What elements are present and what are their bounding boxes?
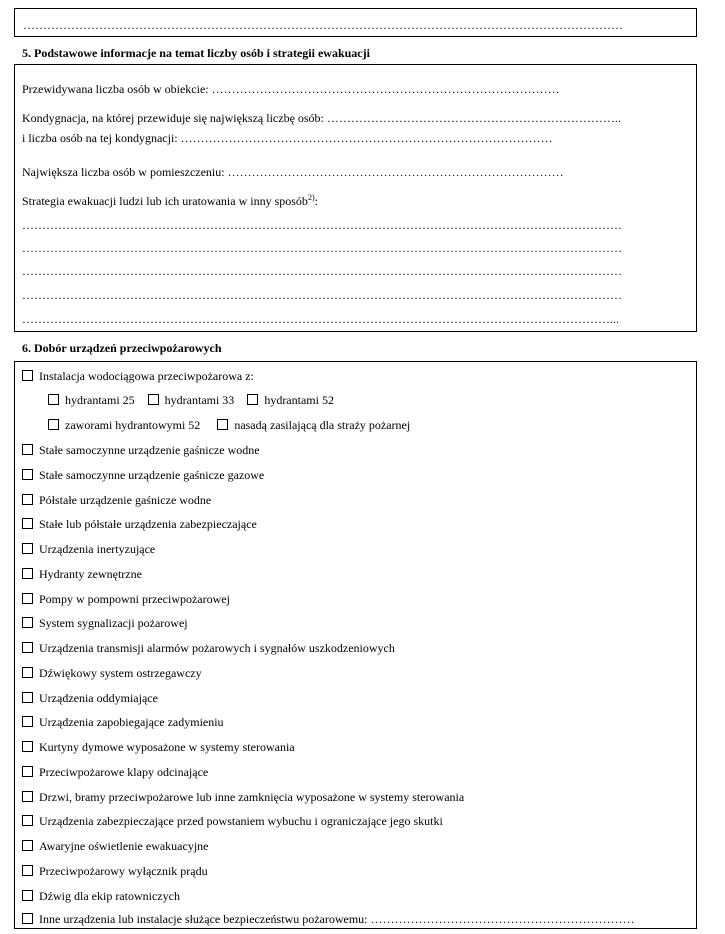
item-label: Stałe lub półstałe urządzenia zabezpieczające [39, 517, 257, 531]
checkbox[interactable] [22, 494, 33, 505]
item-label: Przeciwpożarowy wyłącznik prądu [39, 864, 208, 878]
hydrant-52-label: hydrantami 52 [264, 393, 334, 407]
item-label: Awaryjne oświetlenie ewakuacyjne [39, 839, 209, 853]
strategy-line-4[interactable]: …………………………………………………………………………………………………………………………………… [22, 288, 622, 302]
checkbox[interactable] [22, 791, 33, 802]
checkbox[interactable] [22, 741, 33, 752]
item-other-devices [22, 912, 635, 926]
checkbox[interactable] [22, 865, 33, 876]
item-label: Stałe samoczynne urządzenie gaśnicze wodne [39, 443, 260, 457]
list-item [22, 715, 224, 729]
list-item [22, 666, 202, 680]
list-item [22, 641, 395, 655]
item-label: Urządzenia zapobiegające zadymieniu [39, 715, 224, 729]
list-item [22, 839, 209, 853]
checkbox[interactable] [22, 617, 33, 628]
checkbox[interactable] [22, 913, 33, 924]
field-evacuation-strategy-label: Strategia ewakuacji ludzi lub ich uratowania w inny sposób [22, 194, 308, 208]
item-label: Dźwig dla ekip ratowniczych [39, 889, 180, 903]
field-room-persons [22, 165, 564, 179]
field-room-persons-dots[interactable]: ………………………………………………………………………… [227, 165, 564, 179]
checkbox[interactable] [22, 568, 33, 579]
checkbox[interactable] [22, 716, 33, 727]
checkbox[interactable] [22, 840, 33, 851]
section-5-heading: 5. Podstawowe informacje na temat liczby osób i strategii ewakuacji [22, 46, 370, 60]
item-hydrant-installation [22, 369, 254, 383]
item-label: Półstałe urządzenie gaśnicze wodne [39, 493, 212, 507]
checkbox-hydrant-52[interactable] [247, 394, 258, 405]
item-label: Dźwiękowy system ostrzegawczy [39, 666, 202, 680]
checkbox[interactable] [22, 890, 33, 901]
checkbox[interactable] [22, 593, 33, 604]
field-total-persons-label: Przewidywana liczba osób w obiekcie: [22, 82, 209, 96]
item-label: Urządzenia transmisji alarmów pożarowych i sygnałów uszkodzeniowych [39, 641, 395, 655]
field-room-persons-label: Największa liczba osób w pomieszczeniu: [22, 165, 225, 179]
item-label: Urządzenia oddymiające [39, 691, 158, 705]
list-item [22, 567, 142, 581]
item-label: Hydranty zewnętrzne [39, 567, 142, 581]
field-max-floor-dots[interactable]: ……………………………………………………………….. [326, 111, 621, 125]
list-item [22, 790, 464, 804]
item-label: Drzwi, bramy przeciwpożarowe lub inne zamknięcia wyposażone w systemy sterowania [39, 790, 465, 804]
field-total-persons [22, 82, 560, 96]
field-total-persons-dots[interactable]: …………………………………………………………………………… [211, 82, 560, 96]
checkbox[interactable] [22, 815, 33, 826]
item-label: Kurtyny dymowe wyposażone w systemy sterowania [39, 740, 295, 754]
checkbox-hydrant-25[interactable] [48, 394, 59, 405]
item-label: Przeciwpożarowe klapy odcinające [39, 765, 209, 779]
checkbox-fire-inlet[interactable] [217, 419, 228, 430]
field-floor-persons-dots[interactable]: ………………………………………………………………………………… [180, 131, 553, 145]
list-item [22, 864, 208, 878]
list-item [22, 592, 230, 606]
other-devices-dots[interactable]: ………………………………………………………… [370, 912, 635, 926]
list-item [22, 691, 158, 705]
strategy-line-2[interactable]: …………………………………………………………………………………………………………………………………… [22, 241, 622, 255]
checkbox-valves-52[interactable] [48, 419, 59, 430]
field-floor-persons-label: i liczba osób na tej kondygnacji: [22, 131, 178, 145]
checkbox[interactable] [22, 543, 33, 554]
field-evacuation-strategy [22, 194, 318, 208]
checkbox[interactable] [22, 518, 33, 529]
item-label: Stałe samoczynne urządzenie gaśnicze gazowe [39, 468, 265, 482]
list-item [22, 493, 211, 507]
checkbox[interactable] [22, 642, 33, 653]
list-item [22, 517, 257, 531]
field-evacuation-colon: : [314, 194, 318, 208]
strategy-line-3[interactable]: …………………………………………………………………………………………………………………………………… [22, 264, 622, 278]
sub-row-hydrants [48, 393, 344, 407]
top-dot-line[interactable]: …………………………………………………………………………………………………………………………………… [23, 18, 623, 32]
field-max-floor-label: Kondygnacja, na której przewiduje się największą liczbę osób: [22, 111, 324, 125]
item-label: System sygnalizacji pożarowej [39, 616, 188, 630]
item-label: Urządzenia zabezpieczające przed powstaniem wybuchu i ograniczające jego skutki [39, 814, 443, 828]
top-box [14, 8, 697, 37]
valves-52-label: zaworami hydrantowymi 52 [65, 418, 201, 432]
field-max-floor [22, 111, 621, 125]
footnote-ref: 2) [307, 193, 315, 202]
item-label: Inne urządzenia lub instalacje służące bezpieczeństwu pożarowemu: [39, 912, 368, 926]
list-item [22, 814, 443, 828]
strategy-line-5[interactable]: …………………………………………………………………………………………………………………………………... [22, 312, 619, 326]
list-item [22, 468, 264, 482]
checkbox[interactable] [22, 469, 33, 480]
fire-inlet-label: nasadą zasilającą dla straży pożarnej [234, 418, 411, 432]
strategy-line-1[interactable]: …………………………………………………………………………………………………………………………………… [22, 218, 622, 232]
checkbox-hydrant-33[interactable] [148, 394, 159, 405]
field-floor-persons [22, 131, 553, 145]
list-item [22, 542, 155, 556]
checkbox[interactable] [22, 692, 33, 703]
item-label: Instalacja wodociągowa przeciwpożarowa z: [39, 369, 254, 383]
checkbox[interactable] [22, 667, 33, 678]
list-item [22, 443, 260, 457]
item-label: Urządzenia inertyzujące [39, 542, 156, 556]
hydrant-33-label: hydrantami 33 [164, 393, 235, 407]
sub-row-valves [48, 418, 420, 432]
hydrant-25-label: hydrantami 25 [65, 393, 135, 407]
list-item [22, 889, 180, 903]
list-item [22, 616, 188, 630]
checkbox[interactable] [22, 766, 33, 777]
checkbox[interactable] [22, 370, 33, 381]
list-item [22, 765, 208, 779]
list-item [22, 740, 295, 754]
checkbox[interactable] [22, 444, 33, 455]
section-6-heading: 6. Dobór urządzeń przeciwpożarowych [22, 341, 222, 355]
item-label: Pompy w pompowni przeciwpożarowej [39, 592, 230, 606]
